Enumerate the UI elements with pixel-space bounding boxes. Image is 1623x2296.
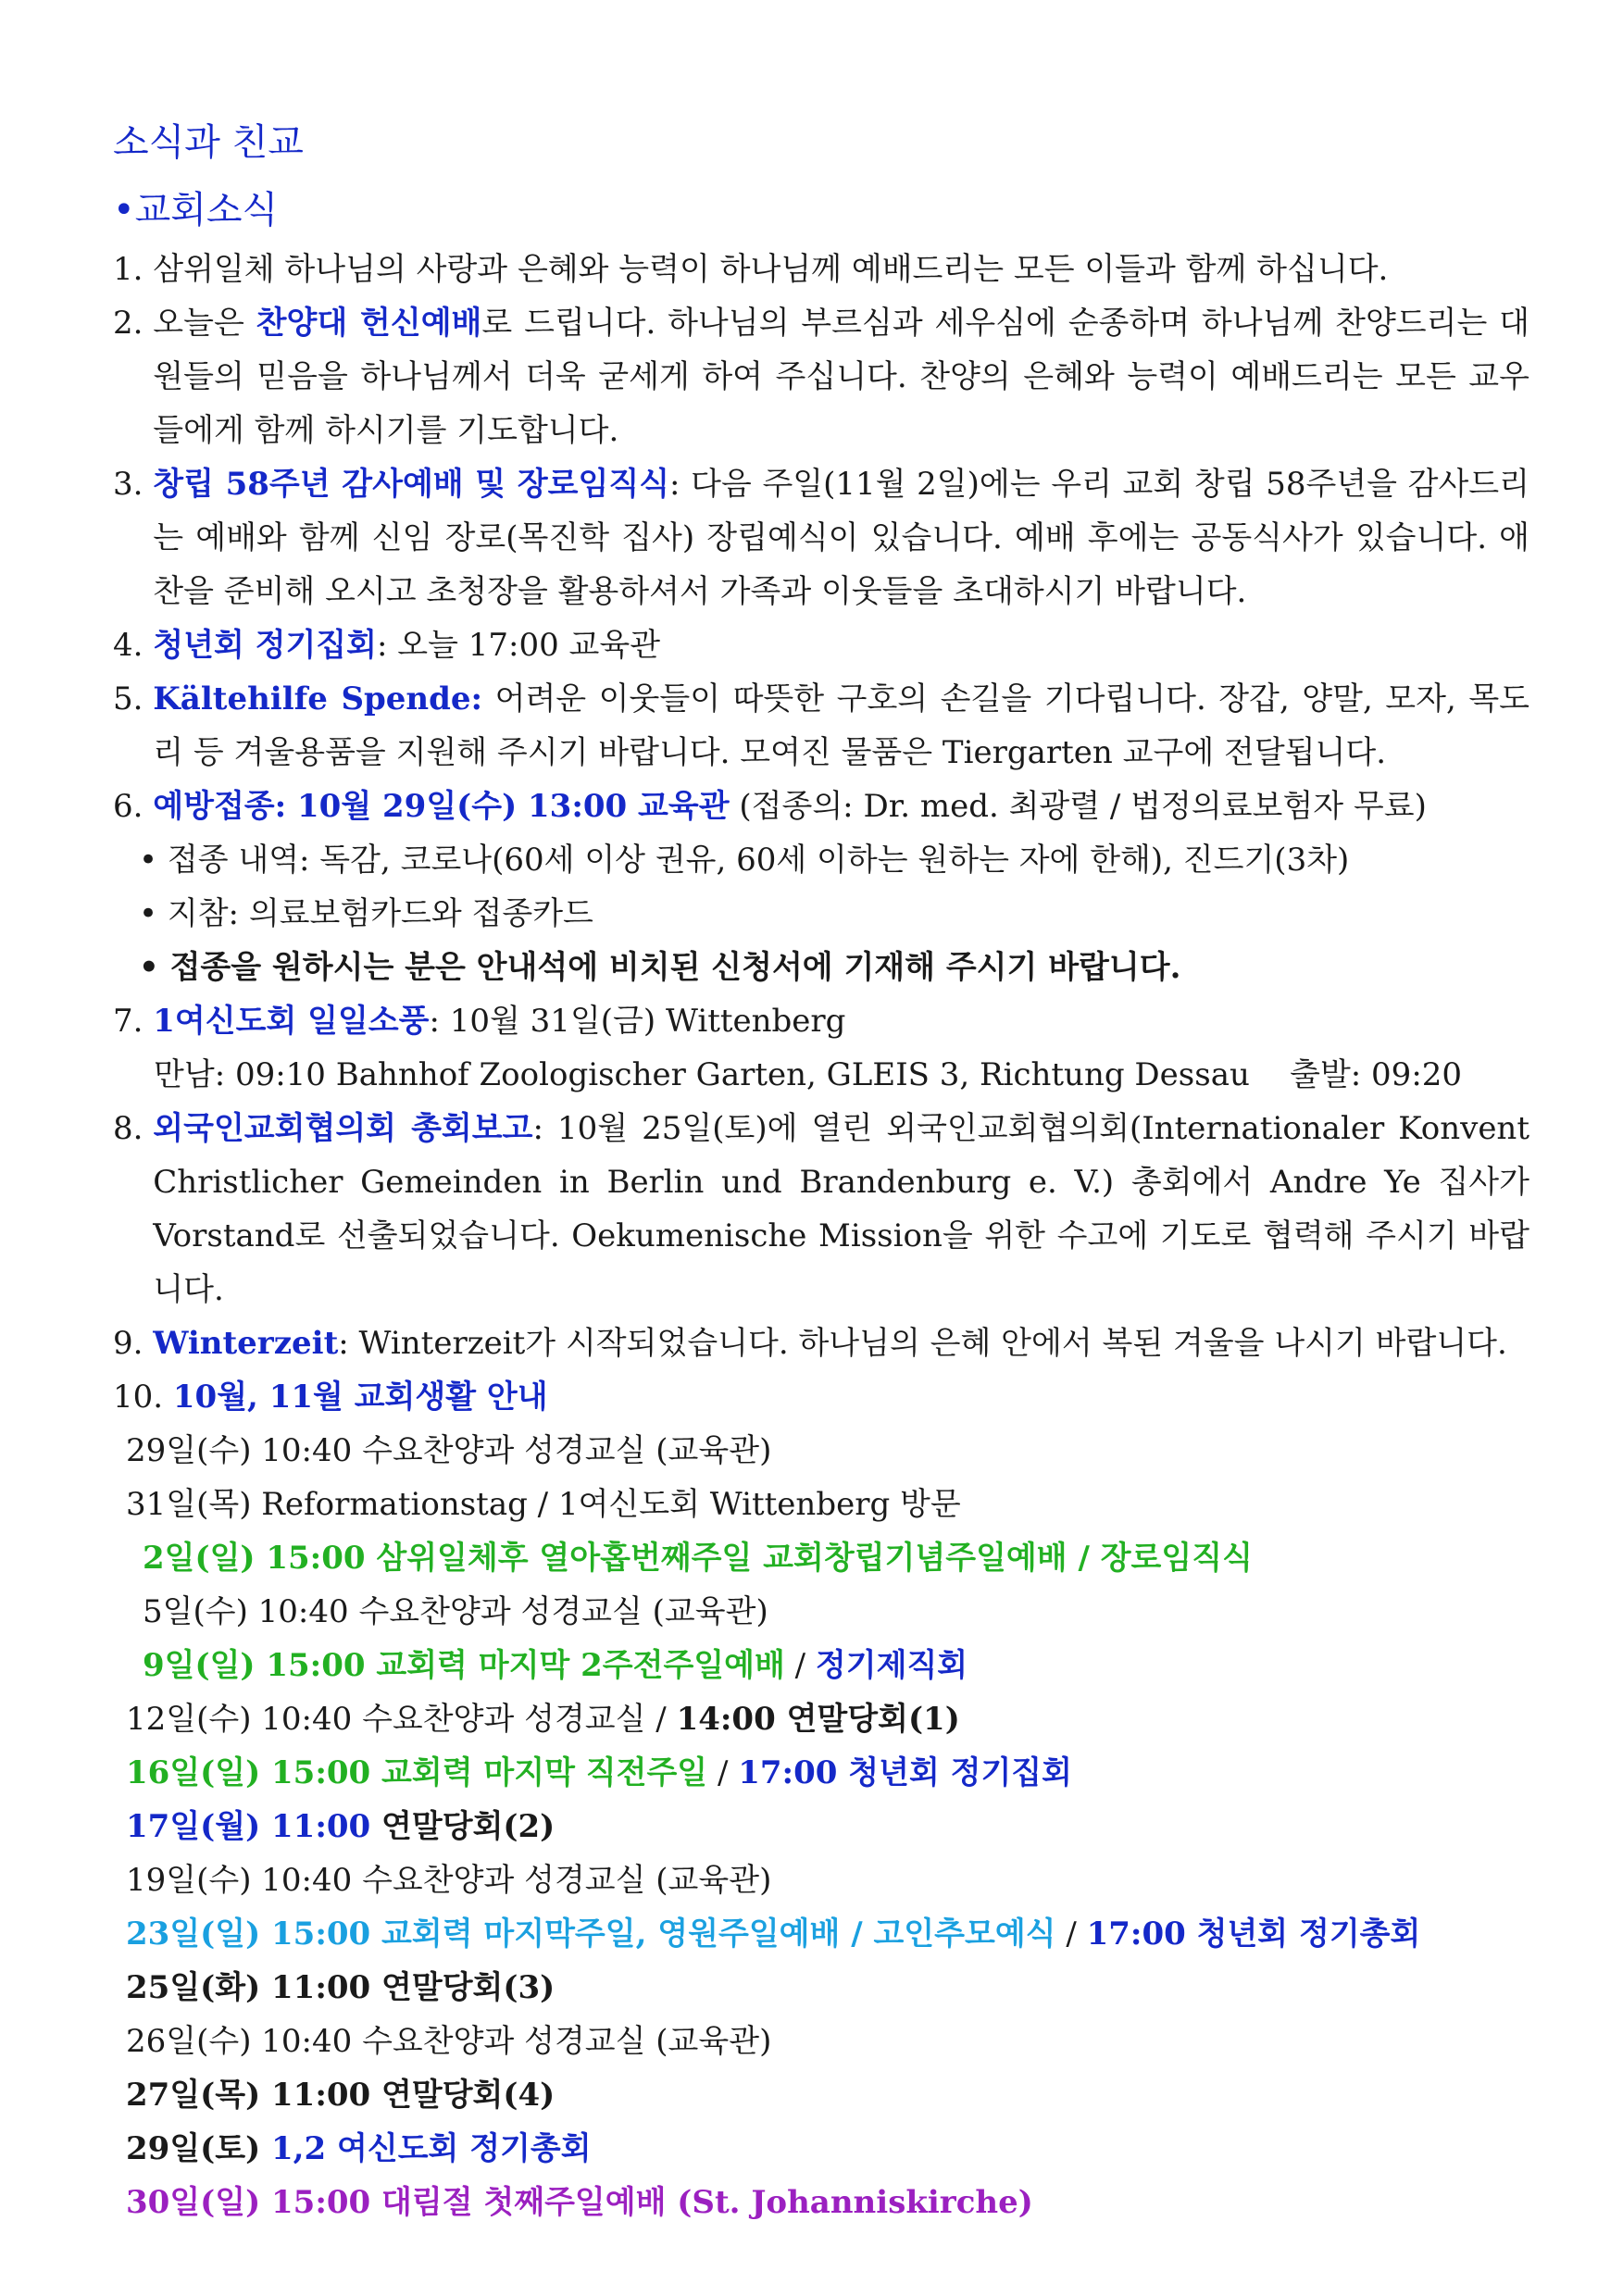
news-item-2 [113,296,1529,457]
item-text: Winterzeit: Winterzeit가 시작되었습니다. 하나님의 은혜 안에서 복된 겨울을 나시기 바랍니다. [153,1325,1507,1362]
item-text: 삼위일체 하나님의 사랑과 은혜와 능력이 하나님께 예배드리는 모든 이들과 함께 하십니다. [153,251,1389,288]
schedule-row: 5일(수) 10:40 수요찬양과 성경교실 (교육관) [143,1593,768,1630]
item-number: 5. [113,680,154,718]
news-item-5 [113,672,1529,780]
news-item-9 [113,1316,1529,1370]
item-text: 오늘은 찬양대 헌신예배로 드립니다. 하나님의 부르심과 세우심에 순종하며 하나님께 찬양드리는 대원들의 믿음을 하나님께서 더욱 굳세게 하여 주십니다. 찬양의 은혜와 능력이 예배드리는 모든 교우들에게 함께 하시기를 기도합니다. [153,305,1530,449]
bulletin-page [113,113,1529,2229]
item-number: 3. [113,466,154,503]
vaccine-detail-bullet: • 접종 내역: 독감, 코로나(60세 이상 권유, 60세 이하는 원하는 자에 한해), 진드기(3차) [139,842,1350,879]
schedule-row: 31일(목) Reformationstag / 1여신도회 Wittenberg 방문 [126,1486,961,1523]
schedule-row: 16일(일) 15:00 교회력 마지막 직전주일 / 17:00 청년회 정기집회 [126,1754,1072,1791]
item-number: 8. [113,1110,154,1147]
item-text: 창립 58주년 감사예배 및 장로임직식: 다음 주일(11월 2일)에는 우리 교회 창립 58주년을 감사드리는 예배와 함께 신임 장로(목진학 집사) 장립예식이 있습니다. 예배 후에는 공동식사가 있습니다. 애찬을 준비해 오시고 초청장을 활용하셔서 가족과 이웃들을 초대하시기 바랍니다. [153,466,1529,610]
item-highlight: Kältehilfe Spende: [153,680,483,718]
schedule-row: 2일(일) 15:00 삼위일체후 열아홉번째주일 교회창립기념주일예배 / 장로임직식 [143,1540,1253,1577]
schedule-row: 12일(수) 10:40 수요찬양과 성경교실 / 14:00 연말당회(1) [126,1701,960,1738]
schedule-row: 26일(수) 10:40 수요찬양과 성경교실 (교육관) [126,2023,772,2060]
news-item-10 [113,1370,1529,1424]
schedule-row: 23일(일) 15:00 교회력 마지막주일, 영원주일예배 / 고인추모예식 / 17:00 청년회 정기총회 [126,1915,1421,1953]
item-number: 9. [113,1325,154,1362]
item-number: 4. [113,627,154,664]
item-highlight: 외국인교회협의회 총회보고 [153,1110,533,1147]
news-item-7 [113,994,1529,1048]
section-heading: •교회소식 [113,189,279,231]
schedule-row: 29일(수) 10:40 수요찬양과 성경교실 (교육관) [126,1432,772,1469]
item-text: 예방접종: 10월 29일(수) 13:00 교육관 (접종의: Dr. med. 최광렬 / 법정의료보험자 무료) [153,788,1427,825]
item-text: Kältehilfe Spende: 어려운 이웃들이 따뜻한 구호의 손길을 기다립니다. 장갑, 양말, 모자, 목도리 등 겨울용품을 지원해 주시기 바랍니다. 모여진 물품은 Tiergarten 교구에 전달됩니다. [153,680,1530,771]
news-item-6 [113,780,1529,833]
item-highlight: 창립 58주년 감사예배 및 장로임직식 [153,466,670,503]
vaccine-bring-bullet: • 지참: 의료보험카드와 접종카드 [139,895,593,932]
item-number: 7. [113,1003,154,1040]
schedule-row: 29일(토) 1,2 여신도회 정기총회 [126,2130,592,2167]
schedule-row: 27일(목) 11:00 연말당회(4) [126,2077,556,2114]
item-number: 1. [113,251,154,288]
item-highlight: Winterzeit [153,1325,339,1362]
schedule-row: 25일(화) 11:00 연말당회(3) [126,1969,556,2006]
item-text: 1여신도회 일일소풍: 10월 31일(금) Wittenberg [153,1003,846,1040]
item-highlight: 1여신도회 일일소풍 [153,1003,430,1040]
item-highlight: 10월, 11월 교회생활 안내 [172,1379,548,1416]
news-item-1 [113,243,1529,296]
item-highlight: 청년회 정기집회 [153,627,377,664]
item-number: 2. [113,305,154,342]
item-number: 6. [113,788,154,825]
item-text: 청년회 정기집회: 오늘 17:00 교육관 [153,627,661,664]
meeting-info: 만남: 09:10 Bahnhof Zoologischer Garten, GLEIS 3, Richtung Dessau 출발: 09:20 [154,1056,1463,1093]
vaccine-signup-bullet: • 접종을 원하시는 분은 안내석에 비치된 신청서에 기재해 주시기 바랍니다. [139,949,1181,986]
page-title: 소식과 친교 [113,121,304,164]
item-highlight: 찬양대 헌신예배 [256,305,482,342]
schedule-row: 9일(일) 15:00 교회력 마지막 2주전주일예배 / 정기제직회 [143,1647,968,1684]
news-item-8 [113,1102,1529,1316]
item-text: 외국인교회협의회 총회보고: 10월 25일(토)에 열린 외국인교회협의회(Internationaler Konvent Christlicher Gemeinden in Berlin und Brandenburg e. V.) 총회에서 Andre Ye 집사가 Vorstand로 선출되었습니다. Oekumenische Mission을 위한 수고에 기도로 협력해 주시기 바랍니다. [153,1110,1529,1308]
schedule-row: 17일(월) 11:00 연말당회(2) [126,1808,556,1845]
news-item-3 [113,457,1529,618]
item-highlight: 예방접종: 10월 29일(수) 13:00 교육관 [153,788,730,825]
item-number: 10. [113,1379,173,1416]
schedule-row: 19일(수) 10:40 수요찬양과 성경교실 (교육관) [126,1862,772,1899]
news-item-4 [113,618,1529,672]
schedule-row: 30일(일) 15:00 대림절 첫째주일예배 (St. Johanniskirche) [126,2184,1033,2221]
